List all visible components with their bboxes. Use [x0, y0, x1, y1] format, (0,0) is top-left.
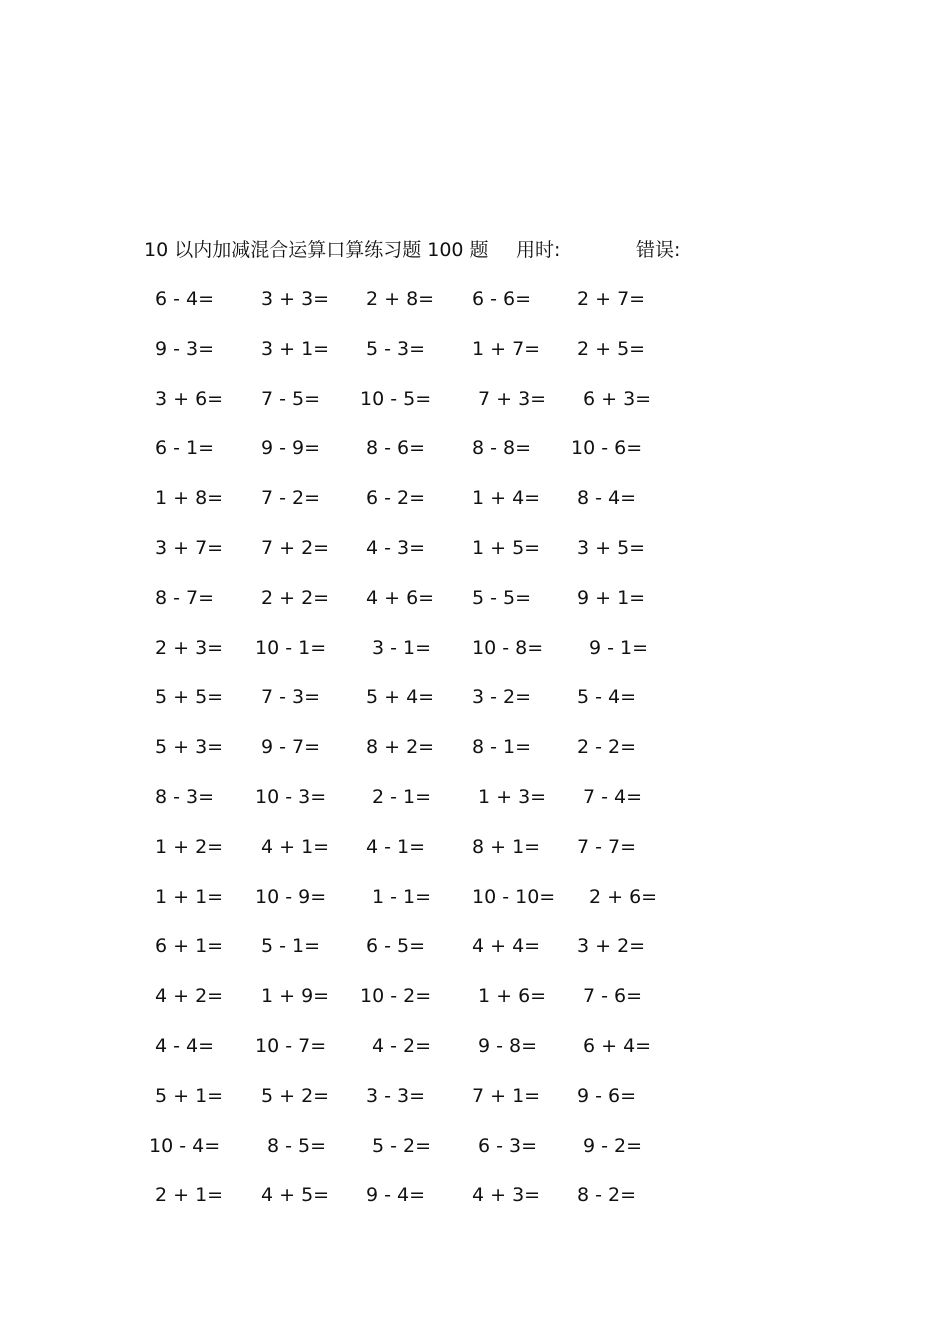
math-problem: 10 - 9=	[255, 885, 327, 908]
math-problem: 10 - 3=	[255, 785, 327, 808]
math-problem: 9 - 3=	[155, 337, 215, 360]
math-problem: 8 - 8=	[472, 437, 532, 460]
math-problem: 1 + 4=	[472, 487, 541, 510]
problem-row	[0, 833, 950, 883]
math-problem: 9 + 1=	[577, 586, 646, 609]
math-problem: 2 + 3=	[155, 636, 224, 659]
math-problem: 1 + 1=	[155, 885, 224, 908]
problem-row	[0, 484, 950, 534]
problem-row	[0, 534, 950, 584]
math-problem: 4 + 5=	[261, 1184, 330, 1207]
math-problem: 7 + 1=	[472, 1084, 541, 1107]
time-used-label: 用时:	[516, 239, 561, 261]
math-problem: 3 + 2=	[577, 935, 646, 958]
math-problem: 1 + 3=	[478, 785, 547, 808]
math-problem: 7 - 7=	[577, 835, 637, 858]
math-problem: 1 + 2=	[155, 835, 224, 858]
math-problem: 1 + 6=	[478, 985, 547, 1008]
math-problem: 4 + 2=	[155, 985, 224, 1008]
problem-row	[0, 584, 950, 634]
math-problem: 8 - 2=	[577, 1184, 637, 1207]
math-problem: 5 - 1=	[261, 935, 321, 958]
math-problem: 6 - 2=	[366, 487, 426, 510]
problem-grid	[0, 285, 950, 1231]
math-problem: 6 + 1=	[155, 935, 224, 958]
math-problem: 6 - 5=	[366, 935, 426, 958]
math-problem: 7 + 2=	[261, 536, 330, 559]
math-problem: 9 - 2=	[583, 1134, 643, 1157]
math-problem: 8 - 1=	[472, 736, 532, 759]
math-problem: 2 + 7=	[577, 288, 646, 310]
math-problem: 1 + 9=	[261, 985, 330, 1008]
problem-row	[0, 1032, 950, 1082]
problem-row	[0, 932, 950, 982]
problem-row	[0, 385, 950, 435]
problem-row	[0, 683, 950, 733]
math-problem: 10 - 6=	[571, 437, 643, 460]
math-problem: 2 + 2=	[261, 586, 330, 609]
math-problem: 10 - 7=	[255, 1034, 327, 1057]
math-problem: 5 + 1=	[155, 1084, 224, 1107]
math-problem: 9 - 6=	[577, 1084, 637, 1107]
math-problem: 8 + 2=	[366, 736, 435, 759]
math-problem: 5 - 3=	[366, 337, 426, 360]
math-problem: 6 - 4=	[155, 288, 215, 310]
math-problem: 5 + 2=	[261, 1084, 330, 1107]
math-problem: 5 + 5=	[155, 686, 224, 709]
math-problem: 2 - 2=	[577, 736, 637, 759]
math-problem: 2 + 6=	[589, 885, 658, 908]
math-problem: 3 + 7=	[155, 536, 224, 559]
math-problem: 3 - 1=	[372, 636, 432, 659]
math-problem: 4 - 1=	[366, 835, 426, 858]
math-problem: 8 - 7=	[155, 586, 215, 609]
math-problem: 10 - 8=	[472, 636, 544, 659]
math-problem: 4 - 4=	[155, 1034, 215, 1057]
problem-row	[0, 335, 950, 385]
math-problem: 10 - 1=	[255, 636, 327, 659]
math-problem: 6 - 3=	[478, 1134, 538, 1157]
math-problem: 2 + 8=	[366, 288, 435, 310]
math-problem: 8 - 4=	[577, 487, 637, 510]
math-problem: 6 - 1=	[155, 437, 215, 460]
math-problem: 7 - 2=	[261, 487, 321, 510]
math-problem: 3 + 5=	[577, 536, 646, 559]
math-problem: 8 - 6=	[366, 437, 426, 460]
problem-row	[0, 883, 950, 933]
math-problem: 2 + 1=	[155, 1184, 224, 1207]
math-problem: 7 - 6=	[583, 985, 643, 1008]
math-problem: 10 - 2=	[360, 985, 432, 1008]
math-problem: 4 + 4=	[472, 935, 541, 958]
math-problem: 8 - 5=	[267, 1134, 327, 1157]
math-problem: 5 - 2=	[372, 1134, 432, 1157]
problem-row	[0, 783, 950, 833]
math-problem: 7 - 3=	[261, 686, 321, 709]
problem-row	[0, 1181, 950, 1231]
math-problem: 6 + 3=	[583, 387, 652, 410]
math-problem: 9 - 8=	[478, 1034, 538, 1057]
math-problem: 9 - 4=	[366, 1184, 426, 1207]
math-problem: 7 + 3=	[478, 387, 547, 410]
math-problem: 3 - 3=	[366, 1084, 426, 1107]
math-problem: 5 + 3=	[155, 736, 224, 759]
math-problem: 1 + 8=	[155, 487, 224, 510]
problem-row	[0, 634, 950, 684]
math-problem: 5 + 4=	[366, 686, 435, 709]
math-problem: 6 - 6=	[472, 288, 532, 310]
math-problem: 9 - 7=	[261, 736, 321, 759]
math-problem: 1 - 1=	[372, 885, 432, 908]
math-problem: 3 - 2=	[472, 686, 532, 709]
math-problem: 8 - 3=	[155, 785, 215, 808]
problem-row	[0, 1082, 950, 1132]
math-problem: 3 + 3=	[261, 288, 330, 310]
math-problem: 3 + 1=	[261, 337, 330, 360]
math-problem: 10 - 10=	[472, 885, 556, 908]
math-problem: 5 - 4=	[577, 686, 637, 709]
math-problem: 7 - 4=	[583, 785, 643, 808]
math-problem: 4 + 1=	[261, 835, 330, 858]
math-problem: 2 + 5=	[577, 337, 646, 360]
error-count-label: 错误:	[636, 239, 681, 261]
math-problem: 2 - 1=	[372, 785, 432, 808]
math-problem: 10 - 4=	[149, 1134, 221, 1157]
math-problem: 1 + 7=	[472, 337, 541, 360]
worksheet-title: 10 以内加减混合运算口算练习题 100 题	[144, 239, 489, 261]
math-problem: 3 + 6=	[155, 387, 224, 410]
math-problem: 8 + 1=	[472, 835, 541, 858]
problem-row	[0, 1132, 950, 1182]
math-problem: 7 - 5=	[261, 387, 321, 410]
math-problem: 6 + 4=	[583, 1034, 652, 1057]
problem-row	[0, 285, 950, 335]
math-problem: 4 - 2=	[372, 1034, 432, 1057]
math-problem: 5 - 5=	[472, 586, 532, 609]
math-problem: 9 - 1=	[589, 636, 649, 659]
problem-row	[0, 982, 950, 1032]
math-problem: 4 + 3=	[472, 1184, 541, 1207]
math-problem: 1 + 5=	[472, 536, 541, 559]
math-problem: 10 - 5=	[360, 387, 432, 410]
problem-row	[0, 434, 950, 484]
math-problem: 4 - 3=	[366, 536, 426, 559]
math-problem: 4 + 6=	[366, 586, 435, 609]
problem-row	[0, 733, 950, 783]
math-problem: 9 - 9=	[261, 437, 321, 460]
